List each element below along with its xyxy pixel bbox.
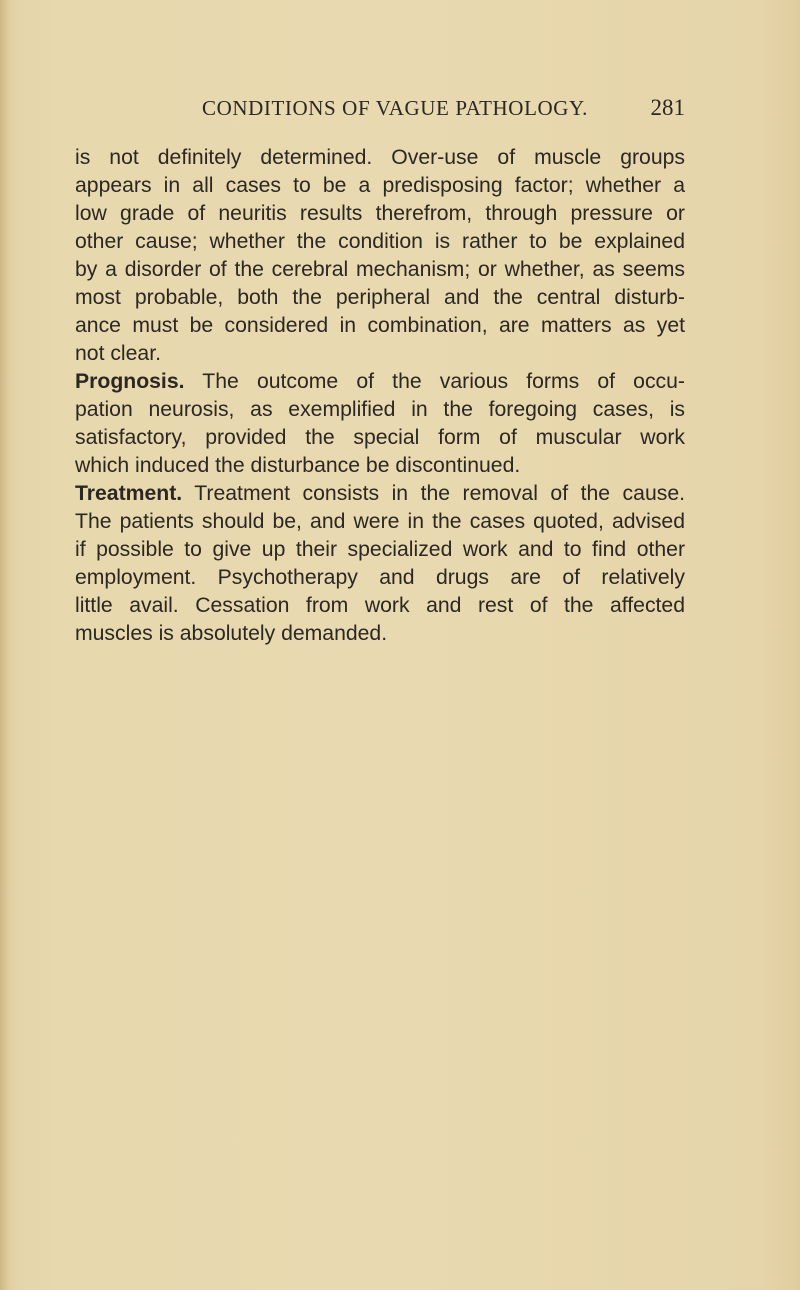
prognosis-heading: Prognosis.	[75, 370, 185, 393]
body-text	[75, 144, 685, 648]
text-line-content: Treatment consists in the removal of the cause.	[194, 482, 685, 505]
page-number: 281	[650, 95, 685, 120]
text-line: employment. Psychotherapy and drugs are of relatively	[75, 566, 685, 589]
treatment-heading: Treatment.	[75, 482, 183, 505]
treatment-paragraph-first-line	[75, 480, 685, 508]
text-line: The patients should be, and were in the cases quoted, advised	[75, 510, 685, 533]
running-head	[75, 96, 685, 128]
text-line: ance must be considered in combination, are matters as yet	[75, 314, 685, 337]
text-line: other cause; whether the condition is rather to be explained	[75, 230, 685, 253]
text-line: most probable, both the peripheral and the central disturb-	[75, 286, 685, 309]
text-line: not clear.	[75, 342, 161, 365]
text-line-content: The outcome of the various forms of occu-	[202, 370, 685, 393]
text-line: muscles is absolutely demanded.	[75, 622, 388, 645]
text-line: pation neurosis, as exemplified in the foregoing cases, is	[75, 398, 685, 421]
prognosis-paragraph-first-line	[75, 368, 685, 396]
page-edge-shadow	[0, 0, 10, 1290]
text-line: is not definitely determined. Over-use of muscle groups	[75, 146, 685, 169]
text-line: little avail. Cessation from work and rest of the affected	[75, 594, 685, 617]
text-line: by a disorder of the cerebral mechanism; or whether, as seems	[75, 258, 685, 281]
text-line: if possible to give up their specialized work and to find other	[75, 538, 685, 561]
text-line: which induced the disturbance be discontinued.	[75, 454, 521, 477]
running-head-title: CONDITIONS OF VAGUE PATHOLOGY.	[202, 96, 588, 120]
text-line: low grade of neuritis results therefrom, through pressure or	[75, 202, 685, 225]
text-line: appears in all cases to be a predisposing factor; whether a	[75, 174, 685, 197]
text-line: satisfactory, provided the special form of muscular work	[75, 426, 685, 449]
